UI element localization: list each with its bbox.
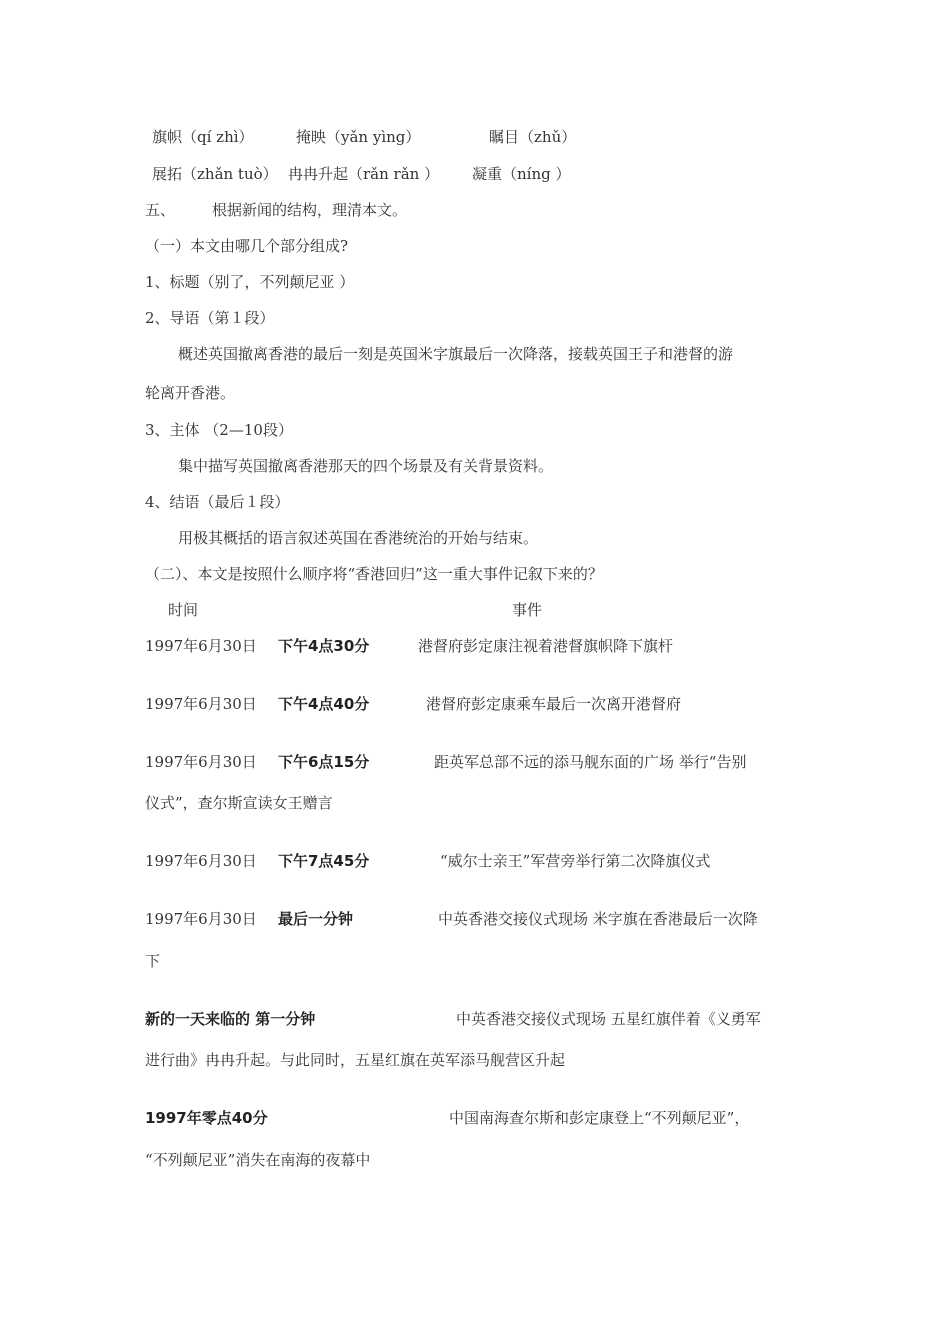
timeline-date: 1997年6月30日 <box>145 637 257 655</box>
timeline-event: 港督府彭定康乘车最后一次离开港督府 <box>426 695 682 713</box>
ending-text: 用极其概括的语言叙述英国在香港统治的开始与结束。 <box>178 529 539 547</box>
timeline-event-cont: 下 <box>145 952 161 970</box>
timeline-date: 1997年6月30日 <box>145 852 257 870</box>
lead-text-line2: 轮离开香港。 <box>145 384 236 402</box>
timeline-time: 下午7点45分 <box>278 852 370 870</box>
pinyin-qizhi: 旗帜（qí zhì） <box>152 128 254 146</box>
timeline-event: 距英军总部不远的添马舰东面的广场 举行“告别 <box>434 753 747 771</box>
timeline-event: “威尔士亲王”军营旁举行第二次降旗仪式 <box>440 852 711 870</box>
timeline-time: 下午4点40分 <box>278 695 370 713</box>
pinyin-zhantuo: 展拓（zhǎn tuò） <box>152 165 278 183</box>
section-number: 五、 <box>145 201 176 219</box>
timeline-event: 中英香港交接仪式现场 五星红旗伴着《义勇军 <box>456 1010 761 1028</box>
item-ending: 4、结语（最后１段） <box>145 493 290 511</box>
timeline-date: 1997年6月30日 <box>145 753 257 771</box>
column-header-event: 事件 <box>512 601 543 619</box>
timeline-date: 1997年6月30日 <box>145 695 257 713</box>
timeline-time: 下午6点15分 <box>278 753 370 771</box>
pinyin-yanying: 掩映（yǎn yìng） <box>296 128 421 146</box>
timeline-time: 下午4点30分 <box>278 637 370 655</box>
body-text: 集中描写英国撤离香港那天的四个场景及有关背景资料。 <box>178 457 554 475</box>
timeline-event-cont: 仪式”，查尔斯宣读女王赠言 <box>145 794 333 812</box>
part1-question: （一）本文由哪几个部分组成? <box>145 237 349 255</box>
timeline-event-cont: 进行曲》冉冉升起。与此同时，五星红旗在英军添马舰营区升起 <box>145 1051 566 1069</box>
timeline-event: 港督府彭定康注视着港督旗帜降下旗杆 <box>418 637 674 655</box>
item-body: 3、主体 （2—10段） <box>145 421 293 439</box>
timeline-time: 新的一天来临的 第一分钟 <box>145 1010 316 1028</box>
part2-question: （二）、本文是按照什么顺序将“香港回归”这一重大事件记叙下来的？ <box>145 565 603 583</box>
timeline-time: 最后一分钟 <box>278 910 354 928</box>
pinyin-zhumu: 瞩目（zhǔ） <box>489 128 577 146</box>
pinyin-ranran: 冉冉升起（rǎn rǎn ） <box>288 165 440 183</box>
section-title: 根据新闻的结构，理清本文。 <box>212 201 408 219</box>
item-lead: 2、导语（第１段） <box>145 309 275 327</box>
timeline-event: 中国南海查尔斯和彭定康登上“不列颠尼亚”， <box>449 1109 750 1127</box>
item-title: 1、标题（别了，不列颠尼亚 ） <box>145 273 355 291</box>
lead-text-line1: 概述英国撤离香港的最后一刻是英国米字旗最后一次降落，接载英国王子和港督的游 <box>178 345 734 363</box>
timeline-time: 1997年零点40分 <box>145 1109 268 1127</box>
timeline-event-cont: “不列颠尼亚”消失在南海的夜幕中 <box>145 1151 371 1169</box>
timeline-date: 1997年6月30日 <box>145 910 257 928</box>
pinyin-ningzhong: 凝重（níng ） <box>472 165 571 183</box>
timeline-event: 中英香港交接仪式现场 米字旗在香港最后一次降 <box>438 910 758 928</box>
column-header-time: 时间 <box>168 601 199 619</box>
